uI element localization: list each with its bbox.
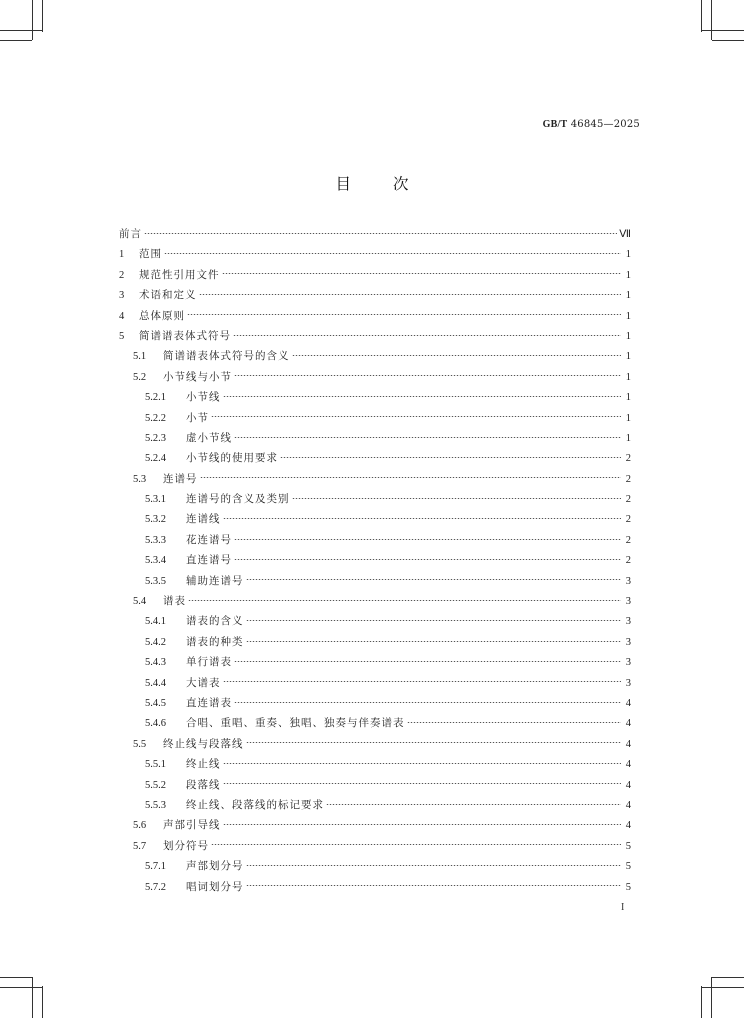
toc-entry-page: 1 <box>625 432 631 444</box>
toc-entry-title: 直连谱表 <box>186 696 232 709</box>
toc-entry[interactable] <box>119 265 631 285</box>
toc-entry-title: 终止线、段落线的标记要求 <box>186 798 324 811</box>
toc-entry-number: 5.7 <box>133 840 147 852</box>
toc-entry-number: 5.2 <box>133 371 147 383</box>
toc-entry[interactable] <box>119 632 631 652</box>
toc-entry-title: 连谱线 <box>186 513 221 526</box>
toc-entry-page: 3 <box>625 636 631 648</box>
dot-leader <box>292 355 622 356</box>
dot-leader <box>246 620 622 621</box>
toc-entry[interactable] <box>119 367 631 387</box>
toc-entry-number: 5.5.2 <box>145 779 166 791</box>
toc-entry[interactable] <box>119 815 631 835</box>
toc-entry-number: 5.4.2 <box>145 636 166 648</box>
toc-entry-title: 小节 <box>186 411 209 424</box>
toc-entry[interactable] <box>119 448 631 468</box>
toc-entry[interactable] <box>119 326 631 346</box>
toc-entry[interactable] <box>119 877 631 897</box>
toc-entry-page: 4 <box>625 799 631 811</box>
toc-entry-title: 大谱表 <box>186 676 221 689</box>
toc-entry-page: 2 <box>625 514 631 526</box>
toc-entry-page: 2 <box>625 494 631 506</box>
toc-entry-title: 连谱号 <box>163 472 198 485</box>
page-number: I <box>621 902 625 913</box>
toc-entry[interactable] <box>119 408 631 428</box>
toc-entry-page: 1 <box>625 351 631 363</box>
toc-entry-page: 3 <box>625 596 631 608</box>
toc-entry[interactable] <box>119 489 631 509</box>
toc-entry-page: 1 <box>625 269 631 281</box>
toc-entry[interactable] <box>119 754 631 774</box>
toc-entry[interactable] <box>119 836 631 856</box>
toc-entry[interactable] <box>119 530 631 550</box>
toc-entry-title: 连谱号的含义及类别 <box>186 493 290 506</box>
toc-entry-title: 花连谱号 <box>186 533 232 546</box>
toc-entry-page: 2 <box>625 555 631 567</box>
toc-entry-title: 合唱、重唱、重奏、独唱、独奏与伴奏谱表 <box>186 717 405 730</box>
toc-entry-number: 5.4.3 <box>145 657 166 669</box>
dot-leader <box>200 477 622 478</box>
toc-entry-number: 3 <box>119 290 125 302</box>
dot-leader <box>407 722 622 723</box>
toc-entry-title: 术语和定义 <box>139 289 197 302</box>
toc-entry-number: 5.2.3 <box>145 432 166 444</box>
toc-entry[interactable] <box>119 693 631 713</box>
toc-entry[interactable] <box>119 244 631 264</box>
toc-entry-page: 3 <box>625 657 631 669</box>
toc-entry-number: 5.3.2 <box>145 514 166 526</box>
toc-entry-title: 前言 <box>119 228 142 240</box>
toc-entry[interactable] <box>119 306 631 326</box>
toc-entry-number: 5.5 <box>133 738 147 750</box>
toc-entry[interactable] <box>119 652 631 672</box>
dot-leader <box>234 539 621 540</box>
toc-entry[interactable] <box>119 428 631 448</box>
toc-entry[interactable] <box>119 775 631 795</box>
dot-leader <box>234 437 621 438</box>
toc-entry-title: 虚小节线 <box>186 431 232 444</box>
toc-entry-page: 3 <box>625 677 631 689</box>
toc-entry-page: 2 <box>625 534 631 546</box>
dot-leader <box>280 457 621 458</box>
dot-leader <box>234 702 621 703</box>
toc-entry-title: 小节线与小节 <box>163 370 232 383</box>
dot-leader <box>223 783 622 784</box>
toc-entry-page: 4 <box>625 820 631 832</box>
toc-entry-page: Ⅶ <box>619 229 631 240</box>
toc-entry-number: 5.2.1 <box>145 392 166 404</box>
toc-entry-page: 1 <box>625 310 631 322</box>
toc-entry-number: 5.4.1 <box>145 616 166 628</box>
dot-leader <box>188 600 621 601</box>
toc-entry-page: 5 <box>625 840 631 852</box>
toc-entry-title: 声部引导线 <box>163 819 221 832</box>
toc-entry-title: 规范性引用文件 <box>139 268 220 281</box>
toc-entry-page: 2 <box>625 473 631 485</box>
standard-code-number: 46845—2025 <box>570 119 640 130</box>
toc-entry[interactable] <box>119 285 631 305</box>
toc-entry-title: 唱词划分号 <box>186 880 244 893</box>
toc-entry-page: 4 <box>625 779 631 791</box>
toc-entry-page: 1 <box>625 330 631 342</box>
dot-leader <box>223 763 622 764</box>
dot-leader <box>223 518 622 519</box>
toc-entry[interactable] <box>119 591 631 611</box>
toc-entry-title: 辅助连谱号 <box>186 574 244 587</box>
toc-entry[interactable] <box>119 713 631 733</box>
dot-leader <box>223 824 622 825</box>
standard-code-prefix: GB/T <box>542 119 568 130</box>
toc-entry-number: 5.2.2 <box>145 412 166 424</box>
dot-leader <box>246 885 622 886</box>
toc-entry-number: 5.3 <box>133 473 147 485</box>
toc-entry-title: 终止线 <box>186 758 221 771</box>
standard-code <box>543 119 640 130</box>
dot-leader <box>233 335 621 336</box>
toc-entry[interactable] <box>119 509 631 529</box>
toc-entry-page: 4 <box>625 718 631 730</box>
toc-entry[interactable] <box>119 856 631 876</box>
dot-leader <box>199 294 622 295</box>
toc-entry[interactable] <box>119 571 631 591</box>
toc-entry-page: 5 <box>625 861 631 873</box>
toc-entry-title: 划分符号 <box>163 839 209 852</box>
dot-leader <box>187 314 621 315</box>
toc-entry-title: 谱表的含义 <box>186 615 244 628</box>
toc-entry-number: 5 <box>119 330 125 342</box>
toc-entry-title: 小节线 <box>186 391 221 404</box>
dot-leader <box>246 579 622 580</box>
toc-entry-number: 5.4 <box>133 596 147 608</box>
toc-entry-number: 5.4.6 <box>145 718 166 730</box>
dot-leader <box>211 416 621 417</box>
dot-leader <box>326 804 621 805</box>
toc-entry-number: 5.3.5 <box>145 575 166 587</box>
toc-entry-title: 终止线与段落线 <box>163 737 244 750</box>
toc-entry[interactable] <box>119 346 631 366</box>
table-of-contents <box>119 224 631 897</box>
toc-entry-title: 谱表 <box>163 595 186 608</box>
toc-entry[interactable] <box>119 611 631 631</box>
toc-entry-page: 1 <box>625 249 631 261</box>
dot-leader <box>222 273 622 274</box>
toc-entry-title: 总体原则 <box>139 309 185 322</box>
dot-leader <box>292 498 622 499</box>
toc-entry-number: 4 <box>119 310 125 322</box>
dot-leader <box>223 396 622 397</box>
toc-entry-number: 5.3.3 <box>145 534 166 546</box>
toc-entry-page: 3 <box>625 616 631 628</box>
toc-entry-page: 4 <box>625 738 631 750</box>
toc-entry-number: 5.7.2 <box>145 881 166 893</box>
toc-entry-title: 直连谱号 <box>186 554 232 567</box>
toc-entry-number: 5.1 <box>133 351 147 363</box>
toc-entry-number: 5.5.3 <box>145 799 166 811</box>
toc-entry-title: 段落线 <box>186 778 221 791</box>
toc-entry-page: 1 <box>625 371 631 383</box>
toc-entry-number: 5.6 <box>133 820 147 832</box>
toc-entry-page: 4 <box>625 697 631 709</box>
page-title: 目次 <box>335 175 451 193</box>
toc-entry-number: 2 <box>119 269 125 281</box>
toc-entry-number: 5.4.5 <box>145 697 166 709</box>
toc-entry-title: 单行谱表 <box>186 656 232 669</box>
toc-entry-page: 2 <box>625 453 631 465</box>
toc-entry-title: 小节线的使用要求 <box>186 452 278 465</box>
dot-leader <box>144 233 617 234</box>
toc-entry-number: 5.2.4 <box>145 453 166 465</box>
toc-entry-page: 1 <box>625 290 631 302</box>
dot-leader <box>246 742 622 743</box>
toc-entry-number: 1 <box>119 249 125 261</box>
dot-leader <box>246 641 622 642</box>
toc-entry-number: 5.7.1 <box>145 861 166 873</box>
toc-entry[interactable] <box>119 224 631 244</box>
toc-entry-page: 1 <box>625 412 631 424</box>
dot-leader <box>234 559 621 560</box>
toc-entry[interactable] <box>119 469 631 489</box>
toc-entry[interactable] <box>119 795 631 815</box>
toc-entry-number: 5.4.4 <box>145 677 166 689</box>
toc-entry-page: 4 <box>625 759 631 771</box>
toc-entry-title: 声部划分号 <box>186 860 244 873</box>
dot-leader <box>234 661 621 662</box>
dot-leader <box>234 375 621 376</box>
toc-entry-number: 5.3.4 <box>145 555 166 567</box>
toc-entry-page: 5 <box>625 881 631 893</box>
toc-entry[interactable] <box>119 550 631 570</box>
dot-leader <box>164 253 621 254</box>
toc-entry-page: 1 <box>625 392 631 404</box>
toc-entry-page: 3 <box>625 575 631 587</box>
dot-leader <box>223 681 622 682</box>
toc-entry-title: 简谱谱表体式符号的含义 <box>163 350 290 363</box>
toc-entry-title: 范围 <box>139 248 162 261</box>
toc-entry[interactable] <box>119 673 631 693</box>
toc-entry-title: 简谱谱表体式符号 <box>139 329 231 342</box>
dot-leader <box>246 865 622 866</box>
toc-entry-number: 5.5.1 <box>145 759 166 771</box>
toc-entry[interactable] <box>119 734 631 754</box>
dot-leader <box>211 844 621 845</box>
toc-entry[interactable] <box>119 387 631 407</box>
toc-entry-number: 5.3.1 <box>145 494 166 506</box>
toc-entry-title: 谱表的种类 <box>186 635 244 648</box>
